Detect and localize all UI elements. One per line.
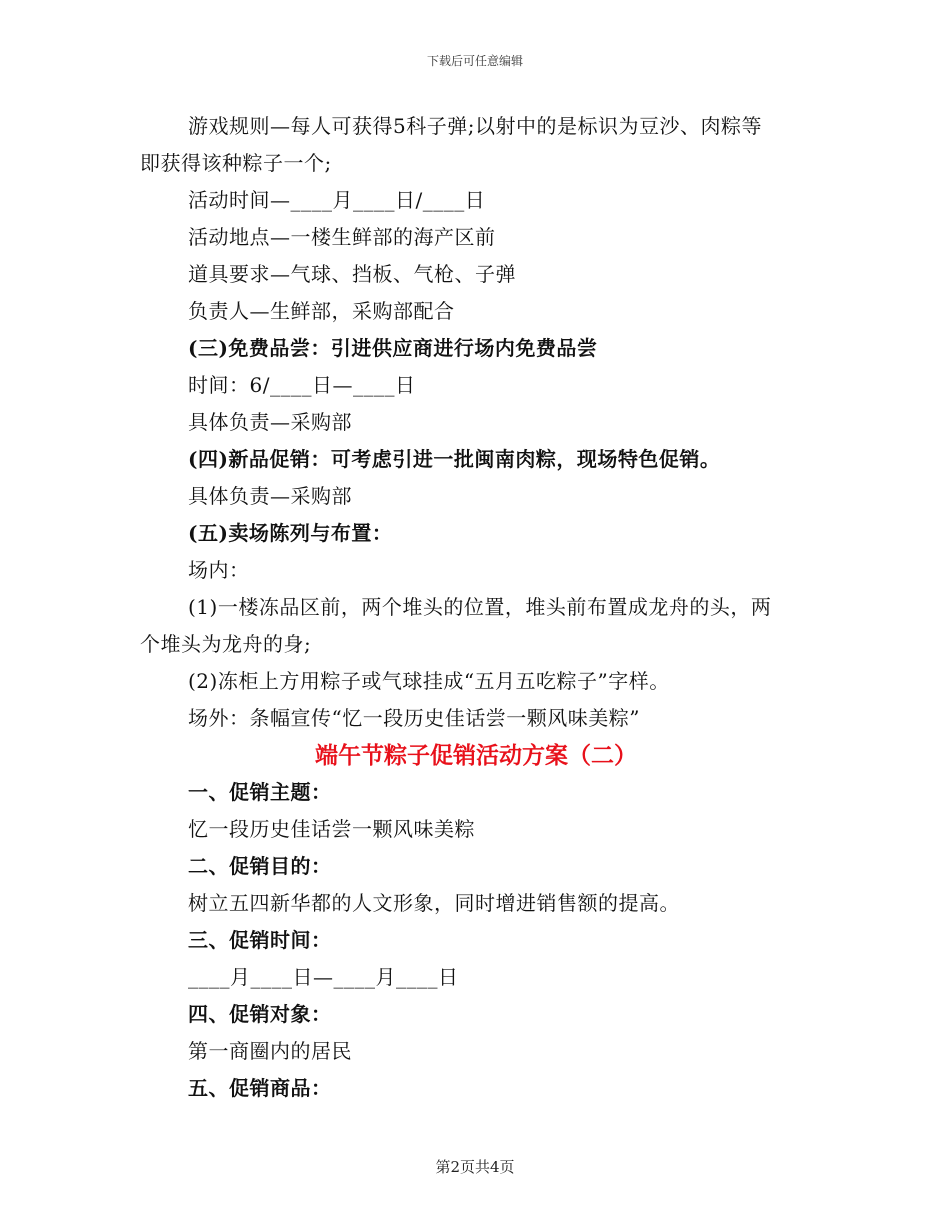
subsection-heading: 三、促销时间： [188,928,332,952]
text-line: 场外：条幅宣传“忆一段历史佳话尝一颗风味美粽” [188,706,640,730]
text-line: (2)冻柜上方用粽子或气球挂成“五月五吃粽子”字样。 [188,669,670,693]
text-line: 树立五四新华都的人文形象，同时增进销售额的提高。 [188,891,680,915]
text-line: 时间：6/____日—____日 [188,373,416,397]
text-line: 道具要求—气球、挡板、气枪、子弹 [188,262,516,286]
page-header: 下载后可任意编辑 [426,54,523,68]
subsection-heading: 一、促销主题： [188,780,332,804]
text-line: 具体负责—采购部 [188,484,352,508]
subsection-heading: (三)免费品尝：引进供应商进行场内免费品尝 [188,336,598,360]
text-line: 个堆头为龙舟的身; [140,632,312,656]
text-line: 场内： [188,558,250,582]
section-title: 端午节粽子促销活动方案（二） [315,742,637,769]
subsection-heading: (四)新品促销：可考虑引进一批闽南肉粽，现场特色促销。 [188,447,721,471]
text-line: ____月____日—____月____日 [188,965,459,989]
text-line: 活动地点—一楼生鲜部的海产区前 [188,225,496,249]
text-line: 活动时间—____月____日/____日 [188,188,486,212]
text-line: 具体负责—采购部 [188,410,352,434]
text-line: 负责人—生鲜部，采购部配合 [188,299,455,323]
subsection-heading: 五、促销商品： [188,1076,332,1100]
text-line: (1)一楼冻品区前，两个堆头的位置，堆头前布置成龙舟的头，两 [188,595,772,619]
text-line: 忆一段历史佳话尝一颗风味美粽 [188,817,475,841]
document-body [140,108,812,1107]
page-number: 第2页共4页 [435,1158,515,1176]
subsection-heading: (五)卖场陈列与布置： [188,521,393,545]
text-line: 第一商圈内的居民 [188,1039,352,1063]
text-line: 即获得该种粽子一个; [140,151,332,175]
text-line: 游戏规则—每人可获得5科子弹;以射中的是标识为豆沙、肉粽等 [188,114,762,138]
subsection-heading: 二、促销目的： [188,854,332,878]
subsection-heading: 四、促销对象： [188,1002,332,1026]
